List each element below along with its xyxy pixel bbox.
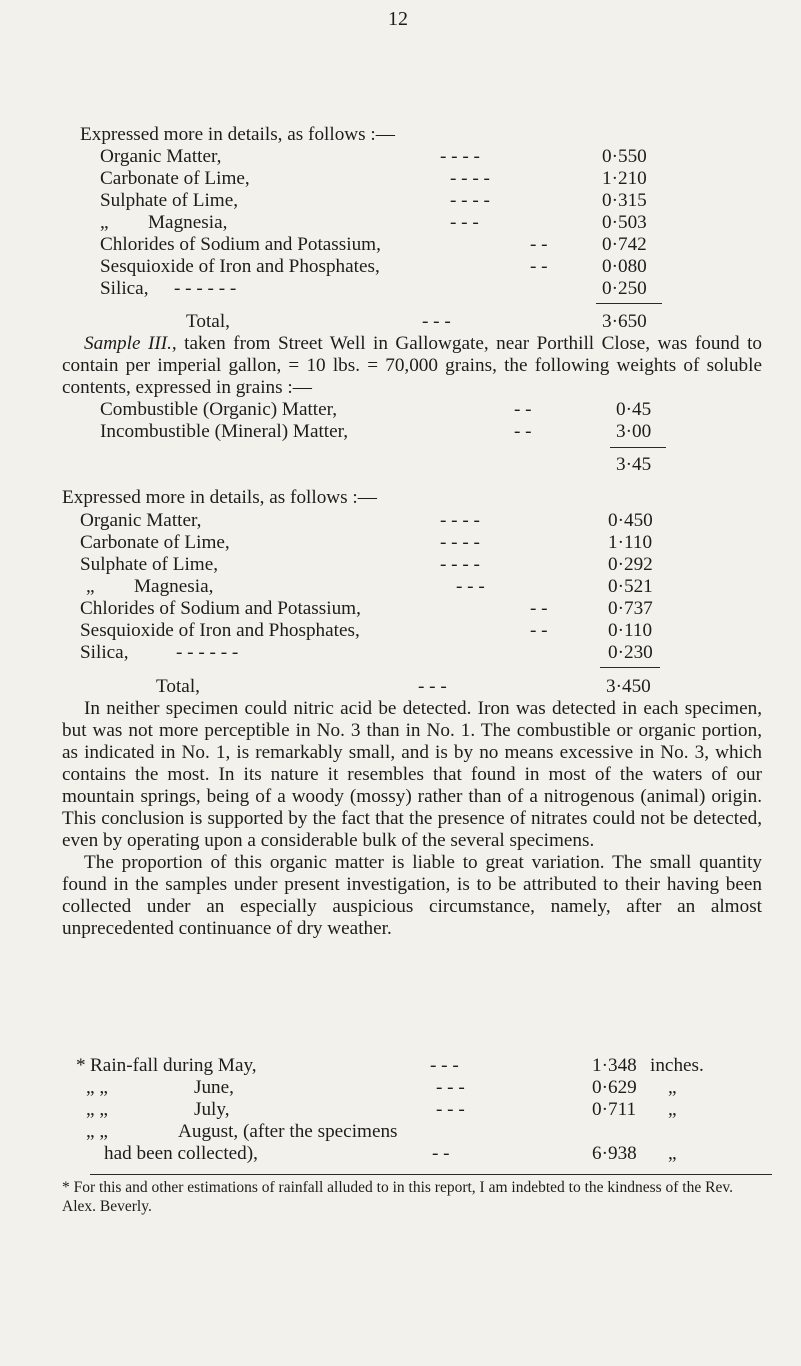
rainfall-row-unit: „ bbox=[668, 1077, 677, 1098]
table-row-label: Carbonate of Lime, bbox=[80, 532, 230, 553]
sample-body: , taken from Street Well in Gallowgate, near Porthill Close, was found to contain per imperial gallon, = 10 lbs. = 70,000 grains, the following weights of soluble contents, expressed in grains :— bbox=[62, 333, 763, 398]
rainfall-row-dashes: - - bbox=[432, 1143, 450, 1164]
rainfall-row-value: 6·938 bbox=[592, 1143, 637, 1164]
rainfall-row-value: 0·629 bbox=[592, 1077, 637, 1098]
subtotal-rule bbox=[610, 447, 666, 448]
table-row-label: Magnesia, bbox=[134, 576, 214, 597]
table-row-label: Organic Matter, bbox=[100, 146, 222, 167]
table-row-dashes: - - - - bbox=[450, 190, 490, 211]
sample-paragraph bbox=[62, 333, 762, 399]
page-number: 12 bbox=[388, 8, 408, 30]
table-row-value: 0·521 bbox=[608, 576, 653, 597]
total-value: 3·650 bbox=[602, 311, 647, 332]
table-row-label: Sulphate of Lime, bbox=[100, 190, 239, 211]
rainfall-row-label: August, (after the specimens bbox=[178, 1121, 398, 1142]
rainfall-row-value: 1·348 bbox=[592, 1055, 637, 1076]
table-row-value: 0·080 bbox=[602, 256, 647, 277]
total-rule bbox=[600, 667, 660, 668]
section-heading: Expressed more in details, as follows :— bbox=[62, 487, 377, 508]
table-row-dashes: - - - - - - bbox=[176, 642, 239, 663]
ditto-mark: „ „ bbox=[86, 1121, 108, 1142]
rainfall-row-dashes: - - - bbox=[436, 1077, 465, 1098]
table-row-label: Carbonate of Lime, bbox=[100, 168, 250, 189]
total-rule bbox=[596, 303, 662, 304]
table-row-label: Sulphate of Lime, bbox=[80, 554, 219, 575]
table-row-dashes: - - - bbox=[450, 212, 479, 233]
table-row-label: Sesquioxide of Iron and Phosphates, bbox=[100, 256, 380, 277]
rainfall-row-unit: „ bbox=[668, 1099, 677, 1120]
table-row-dashes: - - - - - - bbox=[174, 278, 237, 299]
total-label: Total, bbox=[186, 311, 230, 332]
table-row-value: 0·45 bbox=[616, 399, 652, 420]
table-row-value: 0·450 bbox=[608, 510, 653, 531]
discussion-text bbox=[62, 698, 762, 940]
table-row-dashes: - - - - bbox=[440, 554, 480, 575]
table-row-dashes: - - - - bbox=[440, 532, 480, 553]
rainfall-row-label: June, bbox=[194, 1077, 234, 1098]
table-row-label: Chlorides of Sodium and Potassium, bbox=[100, 234, 381, 255]
table-row-dashes: - - bbox=[530, 256, 548, 277]
table-row-dashes: - - bbox=[514, 399, 532, 420]
table-row-label: Sesquioxide of Iron and Phosphates, bbox=[80, 620, 360, 641]
table-row-value: 0·230 bbox=[608, 642, 653, 663]
discussion-paragraph-2: The proportion of this organic matter is liable to great variation. The small quantity found in the samples under present investigation, is to be attributed to their having been collected under an especially auspicious circumstance, namely, after an almost unprecedented continuance of dry weather. bbox=[62, 852, 762, 939]
footnote-text: * For this and other estimations of rainfall alluded to in this report, I am indebted to the kindness of the Rev. Alex. Beverly. bbox=[62, 1179, 733, 1215]
sample-title: Sample III. bbox=[84, 333, 172, 354]
table-row-label: Chlorides of Sodium and Potassium, bbox=[80, 598, 361, 619]
ditto-mark: „ „ bbox=[86, 1077, 108, 1098]
rainfall-row-dashes: - - - bbox=[436, 1099, 465, 1120]
table-row-dashes: - - bbox=[530, 234, 548, 255]
table-row-value: 0·737 bbox=[608, 598, 653, 619]
table-row-dashes: - - bbox=[530, 598, 548, 619]
table-row-value: 3·00 bbox=[616, 421, 652, 442]
table-row-value: 0·742 bbox=[602, 234, 647, 255]
rainfall-row-label: Rain-fall during May, bbox=[90, 1055, 257, 1076]
table-row-label: Silica, bbox=[100, 278, 149, 299]
total-dashes: - - - bbox=[418, 676, 447, 697]
table-row-label: Combustible (Organic) Matter, bbox=[100, 399, 338, 420]
ditto-mark: „ „ bbox=[86, 1099, 108, 1120]
table-row-label: Magnesia, bbox=[148, 212, 228, 233]
table-row-value: 0·292 bbox=[608, 554, 653, 575]
rainfall-row-unit: „ bbox=[668, 1143, 677, 1164]
total-label: Total, bbox=[156, 676, 200, 697]
table-row-label: Incombustible (Mineral) Matter, bbox=[100, 421, 349, 442]
rainfall-row-value: 0·711 bbox=[592, 1099, 637, 1120]
table-row-value: 1·210 bbox=[602, 168, 647, 189]
subtotal-value: 3·45 bbox=[616, 454, 652, 475]
table-row-dashes: - - - - bbox=[450, 168, 490, 189]
total-dashes: - - - bbox=[422, 311, 451, 332]
section-heading: Expressed more in details, as follows :— bbox=[80, 124, 395, 145]
rainfall-row-label: July, bbox=[194, 1099, 230, 1120]
table-row-value: 0·503 bbox=[602, 212, 647, 233]
rainfall-row-unit: inches. bbox=[650, 1055, 704, 1076]
table-row-dashes: - - - bbox=[456, 576, 485, 597]
table-row-label: Organic Matter, bbox=[80, 510, 202, 531]
ditto-mark: „ bbox=[100, 212, 109, 233]
table-row-label: Silica, bbox=[80, 642, 129, 663]
rainfall-row-dashes: - - - bbox=[430, 1055, 459, 1076]
ditto-mark: „ bbox=[86, 576, 95, 597]
table-row-dashes: - - - - bbox=[440, 146, 480, 167]
footnote-marker: * bbox=[76, 1055, 86, 1076]
table-row-dashes: - - bbox=[514, 421, 532, 442]
footnote bbox=[62, 1178, 762, 1216]
table-row-dashes: - - - - bbox=[440, 510, 480, 531]
table-row-value: 0·250 bbox=[602, 278, 647, 299]
table-row-dashes: - - bbox=[530, 620, 548, 641]
sample-text bbox=[62, 333, 762, 399]
table-row-value: 0·110 bbox=[608, 620, 653, 641]
table-row-value: 0·315 bbox=[602, 190, 647, 211]
total-value: 3·450 bbox=[606, 676, 651, 697]
table-row-value: 0·550 bbox=[602, 146, 647, 167]
table-row-value: 1·110 bbox=[608, 532, 653, 553]
discussion-paragraph-1: In neither specimen could nitric acid be detected. Iron was detected in each specimen, but was not more perceptible in No. 3 than in No. 1. The combustible or organic portion, as indicated in No. 1, is remarkably small, and is by no means excessive in No. 3, which contains the most. In its nature it resembles that found in most of the waters of our mountain springs, being of a woody (mossy) rather than of a nitrogenous (animal) origin. This conclusion is supported by the fact that the presence of nitrates could not be detected, even by operating upon a considerable bulk of the several specimens. bbox=[62, 698, 762, 851]
rainfall-row-label-continued: had been collected), bbox=[104, 1143, 258, 1164]
footnote-rule bbox=[90, 1174, 772, 1175]
